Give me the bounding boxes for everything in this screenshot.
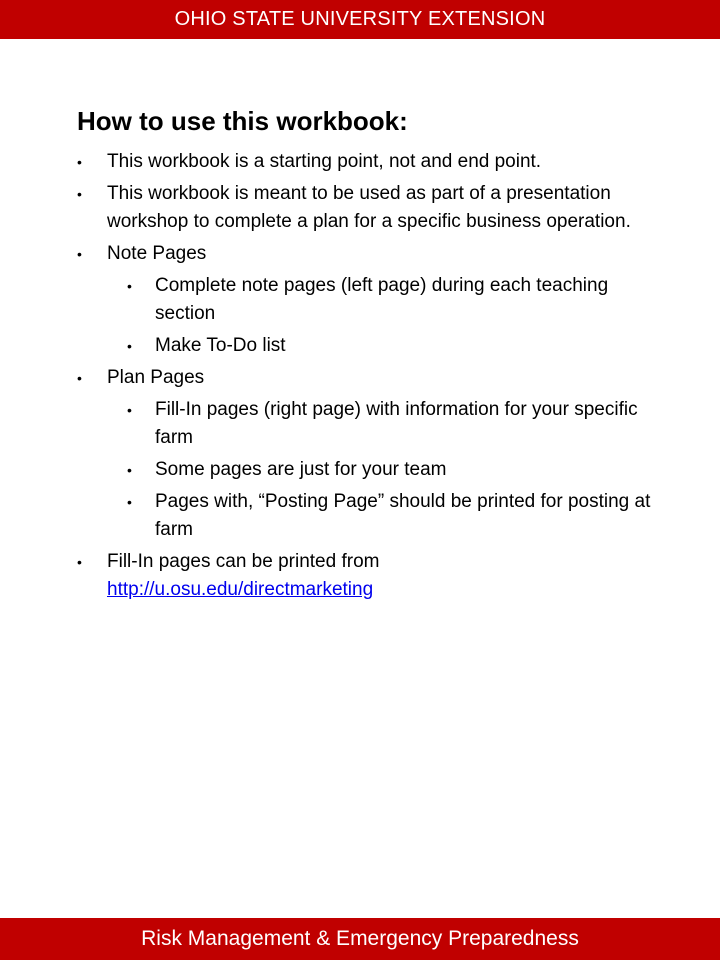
bullet-icon: • — [127, 278, 132, 294]
list-item-text: Complete note pages (left page) during each teaching section — [155, 275, 609, 324]
list-item-text: Pages with, “Posting Page” should be printed for posting at farm — [155, 491, 651, 540]
list-item-text: Note Pages — [107, 243, 207, 264]
bullet-icon: • — [77, 186, 82, 202]
bullet-icon: • — [77, 246, 82, 262]
list-item — [77, 240, 667, 268]
footer-bar — [0, 918, 720, 960]
list-item-text: Plan Pages — [107, 367, 205, 388]
list-item-text: This workbook is a starting point, not and end point. — [107, 151, 542, 172]
bullet-icon: • — [127, 462, 132, 478]
list-item-text: This workbook is meant to be used as part of a presentation workshop to complete a plan for a specific business operation. — [107, 183, 631, 232]
sub-list-item — [77, 332, 667, 360]
sub-list-item — [77, 272, 667, 328]
header-bar — [0, 0, 720, 39]
bullet-icon: • — [127, 494, 132, 510]
bullet-icon: • — [77, 554, 82, 570]
footer-title: Risk Management & Emergency Preparedness — [141, 927, 579, 950]
bullet-icon: • — [77, 154, 82, 170]
list-item-text: Some pages are just for your team — [155, 459, 447, 480]
list-item-text: Fill-In pages (right page) with information for your specific farm — [155, 399, 638, 448]
list-item — [77, 548, 667, 604]
list-item — [77, 148, 667, 176]
header-title: OHIO STATE UNIVERSITY EXTENSION — [174, 8, 546, 30]
page-heading: How to use this workbook: — [77, 106, 408, 136]
list-item-text: Fill-In pages can be printed from — [107, 551, 380, 572]
list-item-text: Make To-Do list — [155, 335, 286, 356]
bullet-icon: • — [127, 402, 132, 418]
main-content — [77, 104, 667, 608]
sub-list-item — [77, 396, 667, 452]
sub-list-item — [77, 456, 667, 484]
bullet-icon: • — [77, 370, 82, 386]
bullet-list — [77, 148, 667, 604]
list-item — [77, 180, 667, 236]
bullet-icon: • — [127, 338, 132, 354]
sub-list-item — [77, 488, 667, 544]
list-item — [77, 364, 667, 392]
direct-marketing-link[interactable]: http://u.osu.edu/directmarketing — [107, 579, 374, 600]
